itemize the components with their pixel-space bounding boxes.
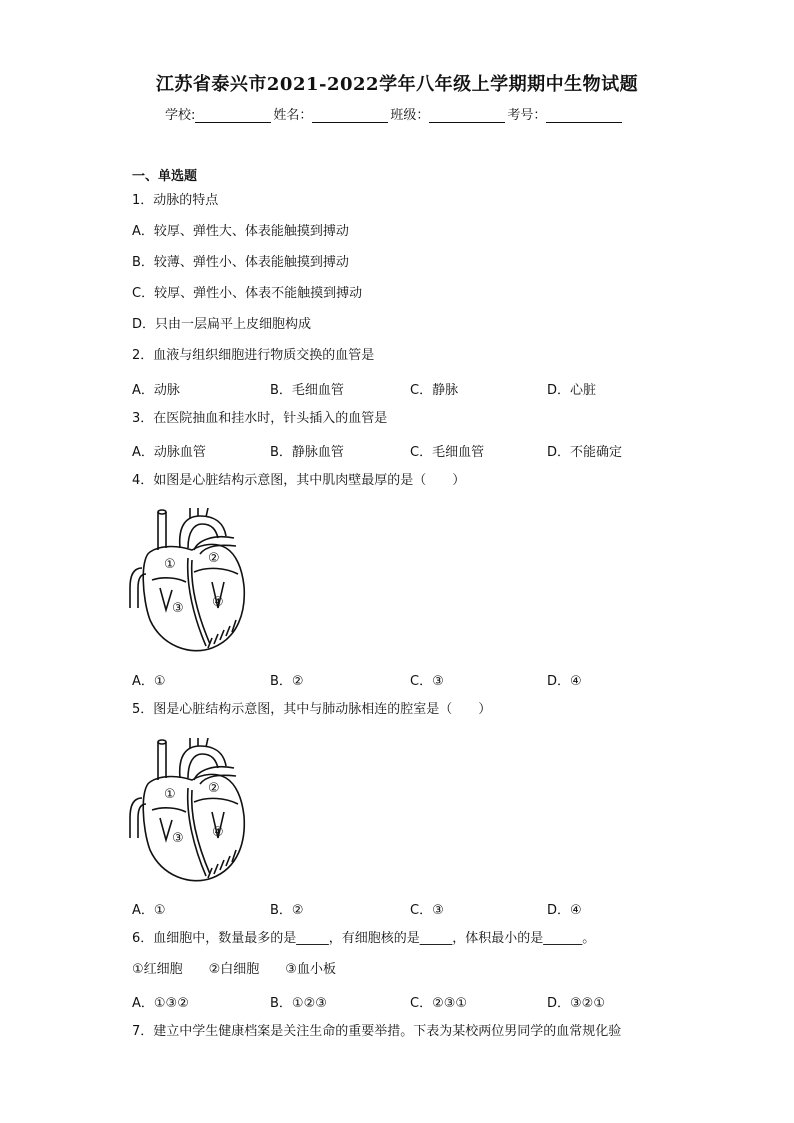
q1-option-b[interactable]: B．较薄、弹性小、体表能触摸到搏动 (132, 255, 349, 270)
q5-option-b[interactable]: B．② (270, 903, 304, 918)
heart-label-1: ① (164, 787, 176, 802)
q4-option-b[interactable]: B．② (270, 674, 304, 689)
q3-option-c[interactable]: C．毛细血管 (410, 445, 485, 460)
q5-option-c[interactable]: C．③ (410, 903, 444, 918)
q6-options (132, 992, 732, 1010)
heart-label-4: ④ (212, 595, 224, 610)
name-blank[interactable] (312, 108, 388, 123)
id-label: 考号： (507, 108, 547, 123)
q4-options (132, 670, 732, 688)
q6-option-d[interactable]: D．③②① (547, 996, 605, 1011)
q2-option-b[interactable]: B．毛细血管 (270, 383, 344, 398)
q1-option-c[interactable]: C．较厚、弹性小、体表不能触摸到搏动 (132, 286, 363, 301)
heart-diagram-q4 (128, 508, 248, 658)
q4-option-a[interactable]: A．① (132, 674, 166, 689)
q3-option-a[interactable]: A．动脉血管 (132, 445, 206, 460)
q6-items: ①红细胞 ②白细胞 ③血小板 (132, 962, 336, 977)
q1-stem: 1．动脉的特点 (132, 193, 219, 208)
q2-option-c[interactable]: C．静脉 (410, 383, 459, 398)
q2-option-d[interactable]: D．心脏 (547, 383, 597, 398)
heart-diagram-q5 (128, 738, 248, 888)
heart-label-3: ③ (172, 831, 184, 846)
class-label: 班级： (390, 108, 430, 123)
q4-option-d[interactable]: D．④ (547, 674, 582, 689)
school-blank[interactable] (195, 108, 271, 123)
q5-options (132, 899, 732, 917)
q3-option-d[interactable]: D．不能确定 (547, 445, 623, 460)
q4-option-c[interactable]: C．③ (410, 674, 444, 689)
heart-label-4: ④ (212, 825, 224, 840)
q6-option-c[interactable]: C．②③① (410, 996, 468, 1011)
q6-option-b[interactable]: B．①②③ (270, 996, 327, 1011)
q3-options (132, 441, 732, 459)
class-blank[interactable] (429, 108, 505, 123)
id-blank[interactable] (546, 108, 622, 123)
q3-option-b[interactable]: B．静脉血管 (270, 445, 344, 460)
section-title: 一、单选题 (132, 169, 198, 184)
page-title: 江苏省泰兴市2021-2022学年八年级上学期期中生物试题 (155, 74, 639, 95)
q5-option-d[interactable]: D．④ (547, 903, 582, 918)
q1-option-d[interactable]: D．只由一层扁平上皮细胞构成 (132, 317, 312, 332)
q4-stem: 4．如图是心脏结构示意图，其中肌肉壁最厚的是（ ） (132, 473, 466, 488)
name-label: 姓名： (273, 108, 313, 123)
q2-option-a[interactable]: A．动脉 (132, 383, 180, 398)
q3-stem: 3．在医院抽血和挂水时，针头插入的血管是 (132, 411, 388, 426)
heart-label-1: ① (164, 557, 176, 572)
heart-label-2: ② (208, 781, 220, 796)
q1-option-a[interactable]: A．较厚、弹性大、体表能触摸到搏动 (132, 224, 349, 239)
school-label: 学校: (165, 108, 196, 123)
q6-stem: 6．血细胞中，数量最多的是_____，有细胞核的是_____，体积最小的是______。 (132, 931, 596, 946)
q6-option-a[interactable]: A．①③② (132, 996, 189, 1011)
student-info-line (165, 104, 624, 123)
heart-label-2: ② (208, 551, 220, 566)
heart-label-3: ③ (172, 601, 184, 616)
q5-stem: 5．图是心脏结构示意图，其中与肺动脉相连的腔室是（ ） (132, 702, 492, 717)
q5-option-a[interactable]: A．① (132, 903, 166, 918)
q7-stem: 7．建立中学生健康档案是关注生命的重要举措。下表为某校两位男同学的血常规化验 (132, 1024, 622, 1039)
q2-stem: 2．血液与组织细胞进行物质交换的血管是 (132, 348, 375, 363)
q2-options (132, 379, 732, 397)
